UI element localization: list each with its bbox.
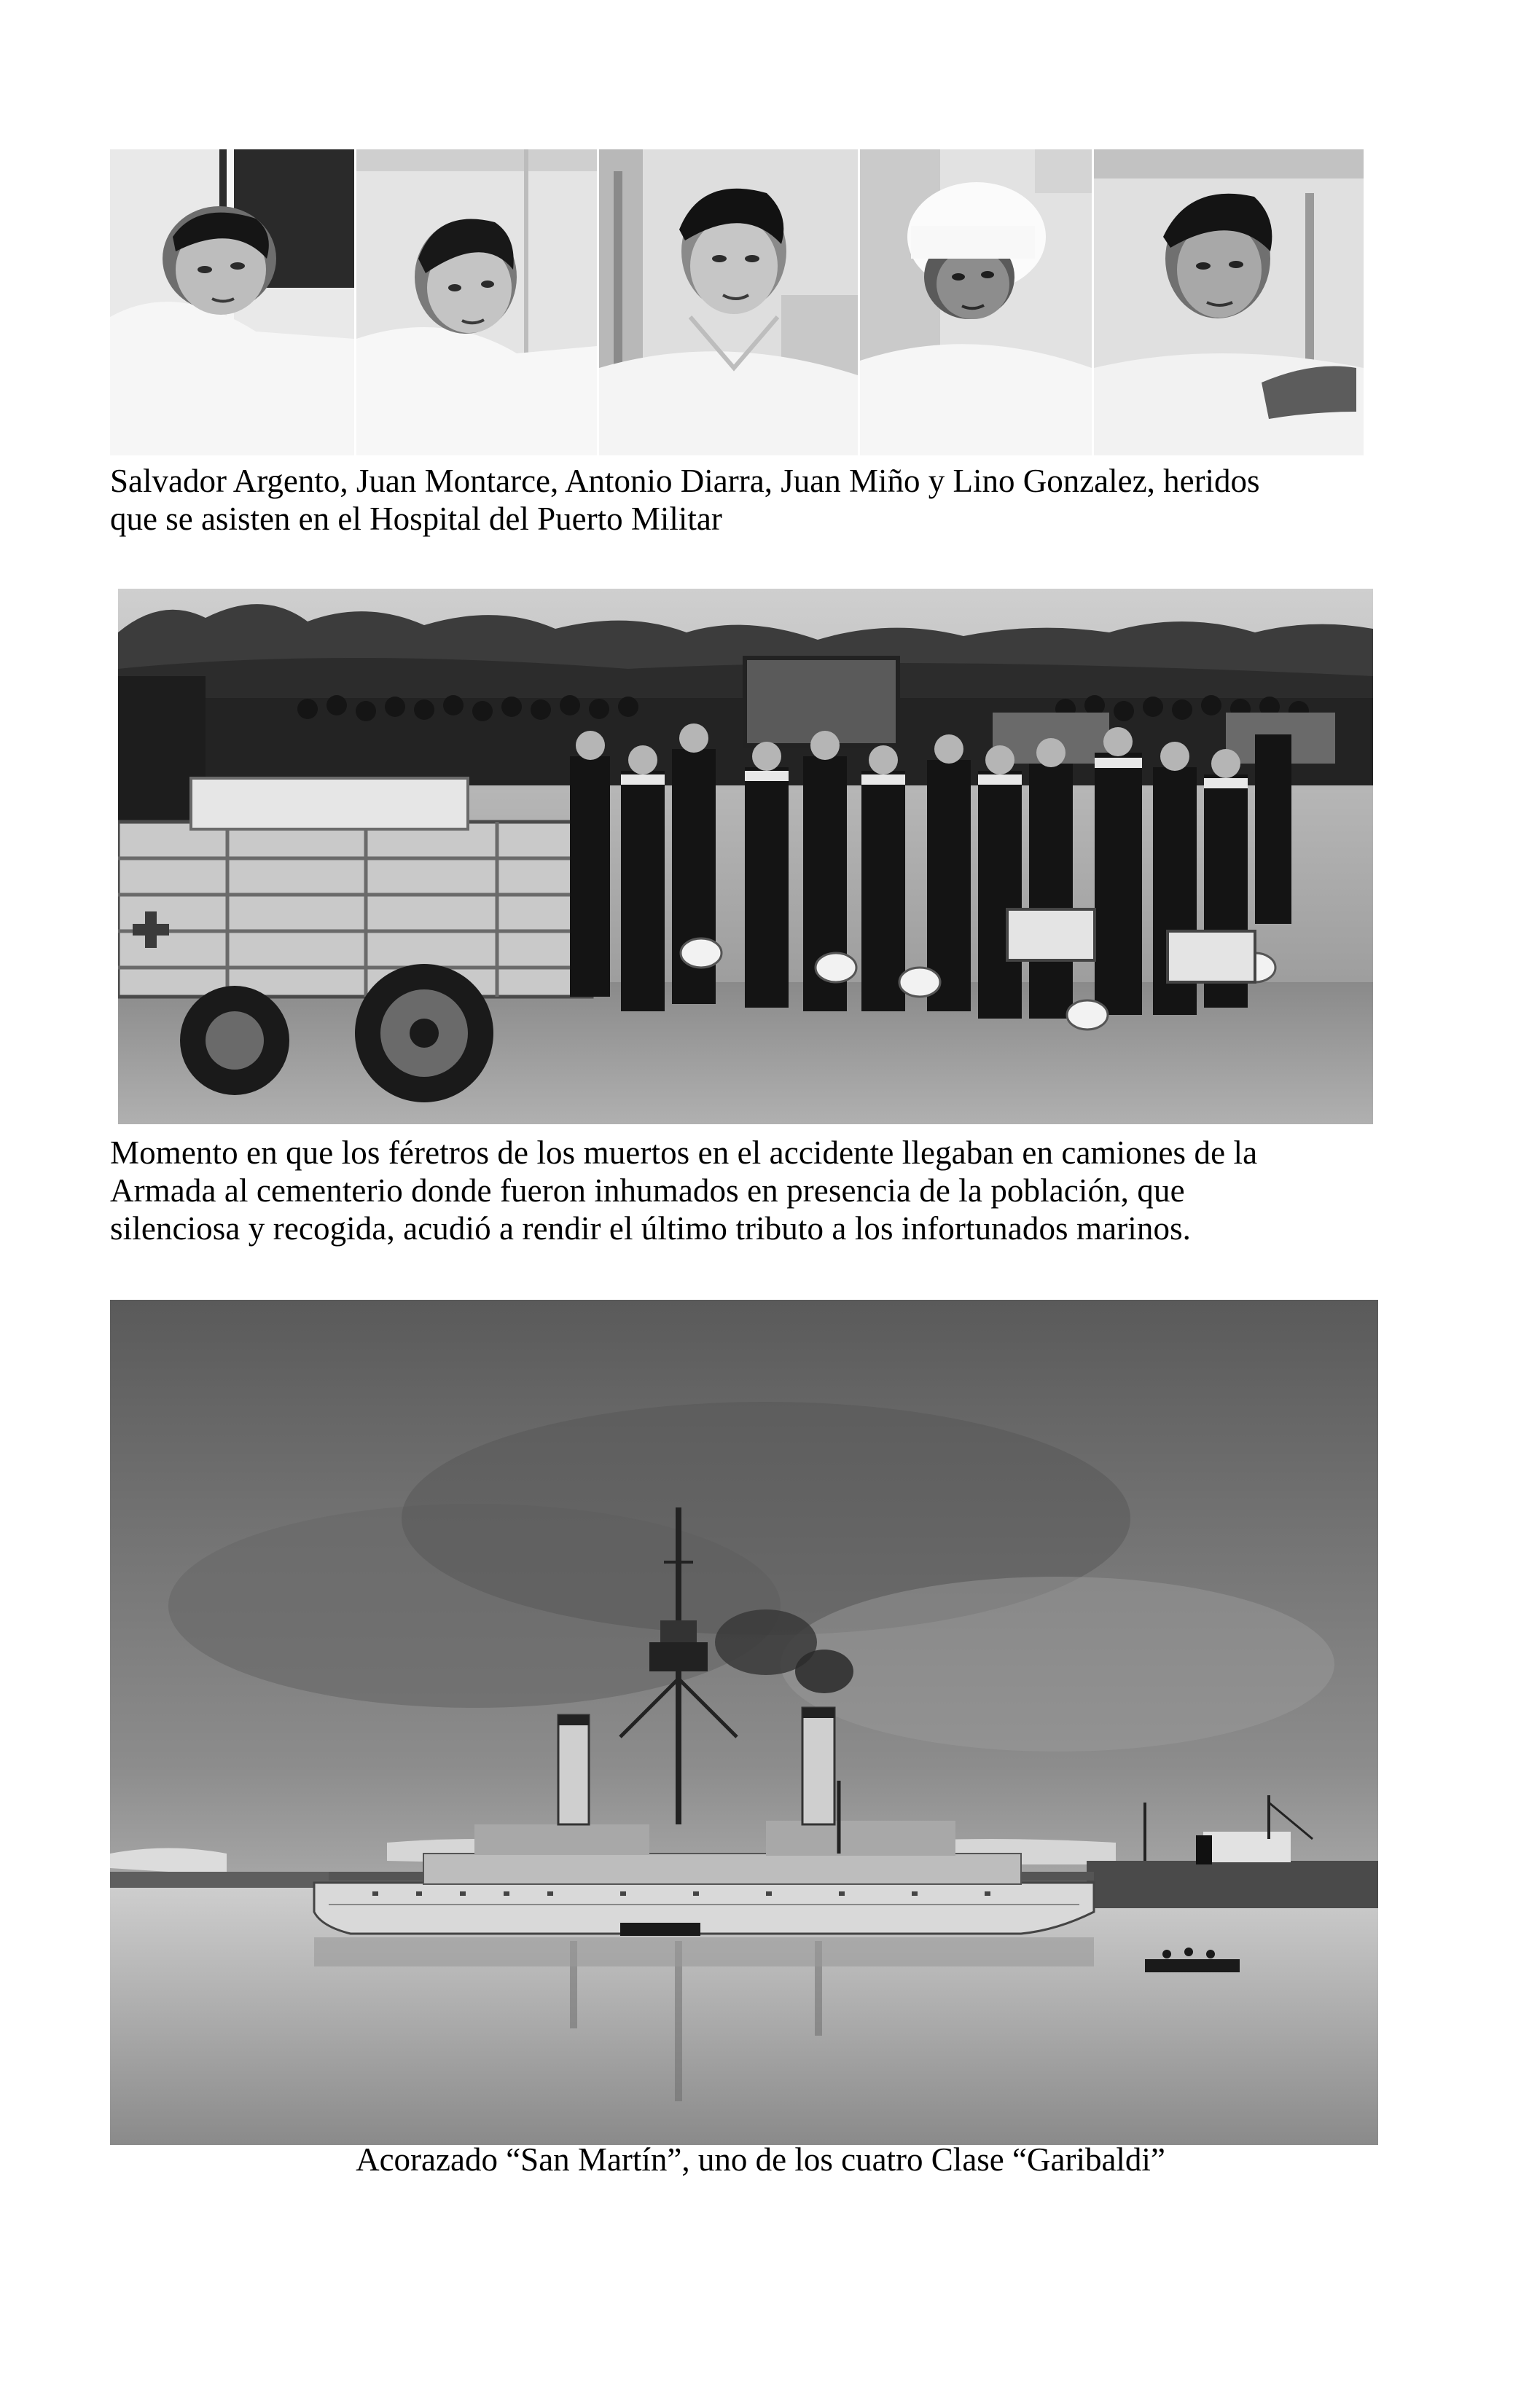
funeral-caption-line-2: Armada al cementerio donde fueron inhumados en presencia de la población, que <box>110 1172 1185 1209</box>
funeral-caption <box>110 1134 1257 1247</box>
portrait-2 <box>356 149 597 455</box>
portrait-1 <box>110 149 354 455</box>
funeral-procession-photo <box>118 589 1373 1124</box>
funeral-caption-line-3: silenciosa y recogida, acudió a rendir el último tributo a los infortunados marinos. <box>110 1210 1192 1247</box>
portrait-3 <box>599 149 858 455</box>
portraits-caption <box>110 462 1260 538</box>
portrait-4 <box>860 149 1092 455</box>
battleship-photo <box>110 1300 1378 2145</box>
portraits-caption-line-2: que se asisten en el Hospital del Puerto Militar <box>110 501 722 537</box>
battleship-caption: Acorazado “San Martín”, uno de los cuatro Clase “Garibaldi” <box>356 2141 1165 2178</box>
portrait-5 <box>1094 149 1364 455</box>
funeral-caption-line-1: Momento en que los féretros de los muertos en el accidente llegaban en camiones de la <box>110 1134 1258 1171</box>
wounded-portraits-photo <box>110 149 1377 455</box>
portraits-caption-line-1: Salvador Argento, Juan Montarce, Antonio Diarra, Juan Miño y Lino Gonzalez, heridos <box>110 463 1260 499</box>
